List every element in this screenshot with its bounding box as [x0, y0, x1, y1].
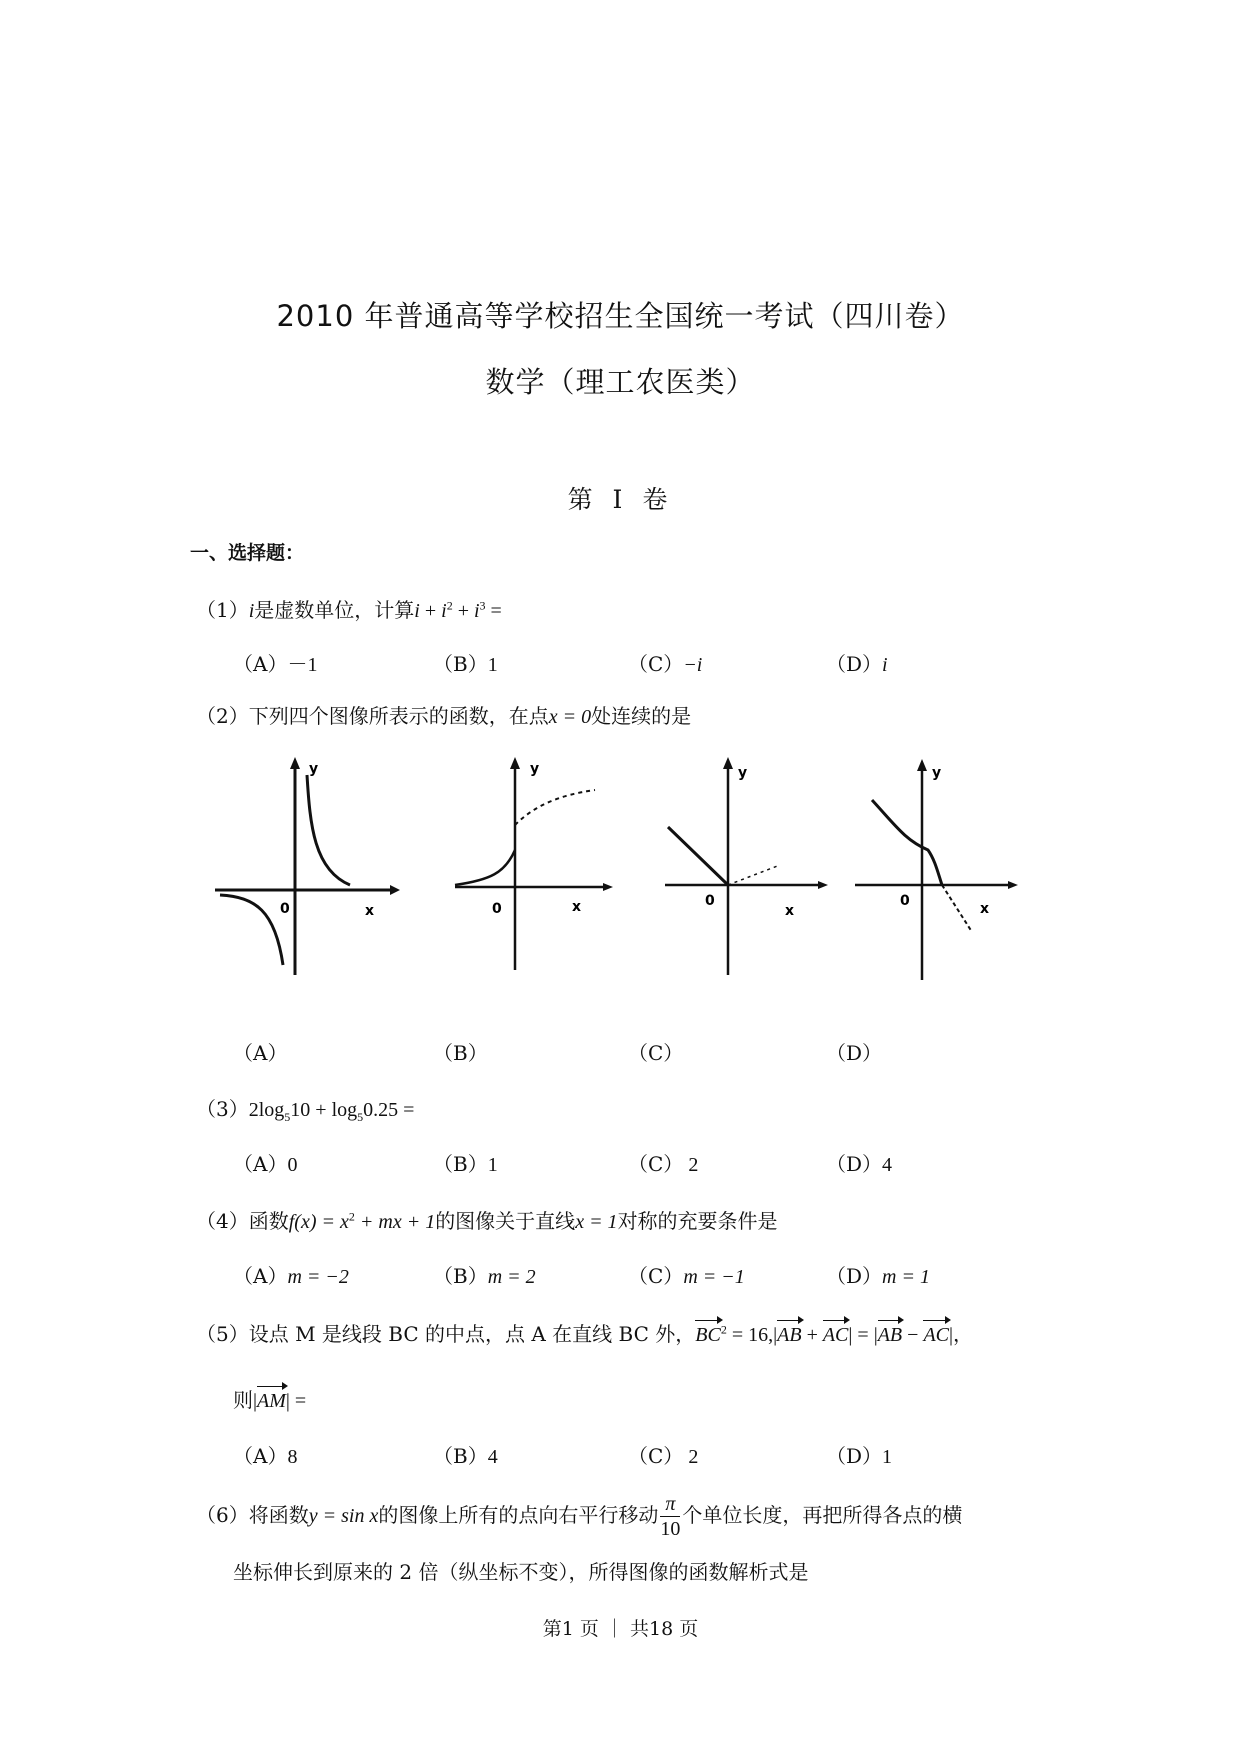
q1-option-a [233, 648, 317, 677]
math-expr: + mx + 1 [354, 1211, 436, 1233]
question-text: 个单位长度，再把所得各点的横 [682, 1503, 963, 1527]
q1-option-c [628, 648, 702, 677]
q3-option-c [628, 1148, 698, 1177]
x-arrow-icon [390, 885, 400, 895]
math-sub: 5 [284, 1110, 291, 1124]
q5-option-c [628, 1440, 698, 1469]
option-value: 1 [882, 1446, 893, 1468]
option-value: 4 [882, 1154, 893, 1176]
option-value: 4 [487, 1446, 498, 1468]
option-label: （D） [826, 1444, 883, 1468]
math-expr: = 16, [726, 1324, 774, 1346]
math-sub: 5 [357, 1110, 364, 1124]
origin-label: 0 [900, 893, 910, 909]
graph-b [450, 755, 620, 980]
option-value: −i [683, 654, 703, 676]
math-expr: y = sin x [308, 1505, 379, 1527]
graph-d [850, 755, 1030, 985]
fraction-numerator: π [660, 1492, 680, 1517]
option-value: 1 [487, 1154, 498, 1176]
q4-option-d [826, 1260, 930, 1289]
punctuation: ， [953, 1322, 974, 1346]
option-label: （D） [826, 652, 883, 676]
math-sup: 2 [720, 1322, 727, 1337]
option-label: （D） [826, 1152, 883, 1176]
q1-option-d [826, 648, 888, 677]
q4-option-a [233, 1260, 349, 1289]
question-5-line-2 [233, 1384, 306, 1413]
line-left [668, 827, 728, 885]
math-sup: 2 [446, 598, 453, 613]
math-expr: i [441, 600, 447, 622]
curve-positive [307, 775, 350, 885]
abs-bar: | [773, 1324, 778, 1346]
math-op: + [419, 600, 442, 622]
question-text: 处连续的是 [591, 704, 692, 728]
math-expr: 0.25 [363, 1099, 399, 1121]
math-expr: x = 1 [575, 1211, 618, 1233]
option-label: （C） [628, 1264, 684, 1288]
origin-label: 0 [705, 893, 715, 909]
y-label: y [932, 765, 942, 781]
graph-c [660, 755, 835, 980]
question-text: 下列四个图像所表示的函数，在点 [248, 704, 549, 728]
option-label: （A） [233, 1152, 288, 1176]
abs-bar: | [253, 1390, 258, 1412]
option-value: i [882, 654, 888, 676]
vector-ab: AB [877, 1324, 903, 1346]
x-label: x [365, 903, 375, 919]
q5-option-b [433, 1440, 498, 1469]
option-label: （A） [233, 1444, 288, 1468]
vector-bc: BC [695, 1324, 721, 1346]
origin-label: 0 [492, 901, 502, 917]
math-expr: i [473, 600, 480, 622]
question-text: 的图像上所有的点向右平行移动 [378, 1503, 659, 1527]
y-arrow-icon [290, 757, 300, 769]
y-label: y [530, 761, 540, 777]
curve-left [455, 850, 515, 885]
y-arrow-icon [723, 757, 733, 769]
option-value: m = −1 [683, 1266, 745, 1288]
line-right [942, 885, 972, 932]
question-6 [196, 1492, 962, 1541]
page-footer: 第1 页 ｜ 共18 页 [542, 1618, 699, 1640]
curve-right [515, 790, 595, 825]
math-expr: log [331, 1099, 358, 1121]
option-label: （C） [628, 1444, 684, 1468]
math-expr: (x) = x [294, 1211, 349, 1233]
question-number: （2） [196, 704, 249, 728]
math-op: + [801, 1324, 823, 1346]
question-6-line-2: 坐标伸长到原来的 2 倍（纵坐标不变），所得图像的函数解析式是 [233, 1560, 809, 1584]
option-value: m = −2 [287, 1266, 349, 1288]
math-op: = [398, 1099, 415, 1121]
question-number: （6） [196, 1503, 249, 1527]
question-5 [196, 1318, 973, 1347]
question-3 [196, 1093, 414, 1125]
q2-option-a: （A） [233, 1041, 288, 1065]
option-label: （C） [628, 1152, 684, 1176]
vector-ac: AC [822, 1324, 849, 1346]
q5-option-d [826, 1440, 892, 1469]
question-number: （4） [196, 1209, 249, 1233]
x-label: x [980, 901, 990, 917]
option-value: 8 [287, 1446, 298, 1468]
q5-option-a [233, 1440, 297, 1469]
origin-label: 0 [280, 901, 290, 917]
math-expr: log [258, 1099, 285, 1121]
math-expr: 2 [248, 1099, 259, 1121]
y-label: y [309, 761, 319, 777]
abs-bar: | [285, 1390, 290, 1412]
math-op: + [310, 1099, 332, 1121]
option-value: m = 1 [882, 1266, 930, 1288]
option-value: 2 [683, 1446, 699, 1468]
exam-subtitle: 数学（理工农医类） [485, 365, 756, 399]
y-arrow-icon [510, 757, 520, 769]
question-text: 则 [233, 1388, 253, 1412]
fraction [660, 1492, 680, 1541]
math-op: = [485, 600, 502, 622]
line-right [728, 865, 780, 885]
math-op: = [852, 1324, 874, 1346]
abs-bar: | [949, 1324, 954, 1346]
math-op: = [289, 1390, 307, 1412]
q4-option-c [628, 1260, 745, 1289]
question-number: （1） [196, 598, 249, 622]
math-op: + [452, 600, 474, 622]
q4-option-b [433, 1260, 536, 1289]
q1-option-b [433, 648, 498, 677]
question-text: 将函数 [248, 1503, 309, 1527]
question-number: （5） [196, 1322, 249, 1346]
option-label: （A） [233, 652, 288, 676]
curve-left [872, 800, 942, 885]
option-value: 1 [487, 654, 498, 676]
question-text: 函数 [248, 1209, 289, 1233]
curve-negative [220, 895, 283, 965]
math-op: − [902, 1324, 924, 1346]
abs-bar: | [848, 1324, 853, 1346]
fraction-denominator: 10 [660, 1518, 681, 1540]
question-number: （3） [196, 1097, 249, 1121]
q2-option-b: （B） [433, 1041, 488, 1065]
q2-option-d: （D） [826, 1041, 883, 1065]
option-label: （B） [433, 1152, 488, 1176]
math-expr: i [414, 600, 420, 622]
section-heading: 一、选择题： [190, 542, 305, 564]
question-text: 是虚数单位，计算 [254, 598, 415, 622]
vector-ab: AB [777, 1324, 802, 1346]
option-label: （B） [433, 1264, 488, 1288]
question-text: 设点 M 是线段 BC 的中点，点 A 在直线 BC 外， [248, 1322, 696, 1346]
x-arrow-icon [818, 881, 828, 889]
q3-option-a [233, 1148, 297, 1177]
math-expr: f [288, 1211, 295, 1233]
option-label: （C） [628, 652, 684, 676]
vector-ac: AC [923, 1324, 949, 1346]
math-sup: 2 [348, 1209, 355, 1224]
math-expr: x = 0 [548, 706, 592, 728]
option-value: 2 [683, 1154, 699, 1176]
math-sup: 3 [479, 598, 486, 613]
option-label: （D） [826, 1264, 883, 1288]
graph-a [210, 755, 400, 980]
q2-option-c: （C） [628, 1041, 684, 1065]
q3-option-d [826, 1148, 892, 1177]
option-label: （A） [233, 1264, 288, 1288]
option-label: （B） [433, 652, 488, 676]
math-i: i [248, 600, 255, 622]
question-text: 对称的充要条件是 [617, 1209, 778, 1233]
question-2 [196, 700, 691, 729]
question-4 [196, 1205, 778, 1234]
x-arrow-icon [603, 883, 613, 891]
y-arrow-icon [917, 759, 927, 771]
question-1 [196, 594, 502, 623]
x-arrow-icon [1008, 881, 1018, 889]
x-label: x [572, 899, 582, 915]
abs-bar: | [873, 1324, 878, 1346]
q3-option-b [433, 1148, 498, 1177]
option-value: －1 [287, 654, 318, 676]
option-value: 0 [287, 1154, 298, 1176]
question-text: 的图像关于直线 [435, 1209, 576, 1233]
x-label: x [785, 903, 795, 919]
y-label: y [738, 765, 748, 781]
option-label: （B） [433, 1444, 488, 1468]
part-heading: 第 I 卷 [567, 485, 674, 514]
math-expr: 10 [290, 1099, 311, 1121]
exam-title: 2010 年普通高等学校招生全国统一考试（四川卷） [276, 299, 965, 333]
option-value: m = 2 [487, 1266, 536, 1288]
vector-am: AM [257, 1390, 286, 1412]
